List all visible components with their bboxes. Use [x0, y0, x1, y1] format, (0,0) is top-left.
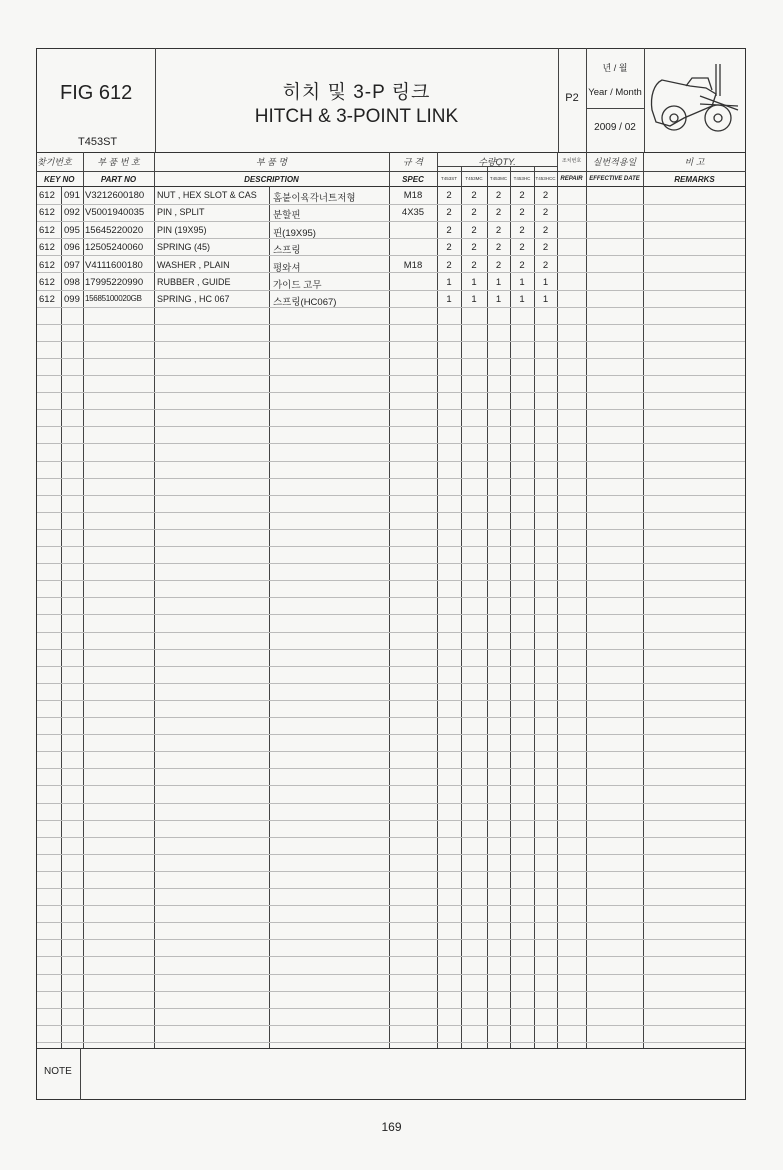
row-qty: 2	[495, 242, 502, 253]
row-qty: 1	[519, 277, 525, 288]
ruled-line	[37, 443, 745, 444]
row-qty: 1	[446, 294, 452, 305]
row-fig: 612	[39, 260, 55, 271]
ruled-line	[37, 649, 745, 650]
row-qty: 2	[446, 207, 452, 218]
ruled-line	[37, 683, 745, 684]
ruled-line	[37, 426, 745, 427]
qty-model-5: T453HCC	[535, 176, 556, 181]
ruled-line	[37, 1025, 745, 1026]
ruled-line	[37, 597, 745, 598]
row-qty: 1	[471, 294, 477, 305]
col-remarks-en: REMARKS	[674, 175, 715, 184]
revision-date: 2009 / 02	[594, 122, 636, 133]
row-part-no: 15685100020GB	[85, 294, 142, 303]
ruled-line	[37, 974, 745, 975]
ruled-line	[37, 614, 745, 615]
qty-model-3: T453MC	[489, 176, 508, 181]
row-qty: 2	[542, 207, 549, 218]
ruled-line	[37, 409, 745, 410]
col-descko-line	[389, 152, 390, 1048]
row-key-no: 095	[64, 225, 80, 236]
col-desc-line	[269, 186, 270, 1048]
col-qty-line	[557, 152, 558, 1048]
col-remarks-ko: 비 고	[684, 157, 705, 167]
row-key-no: 091	[64, 190, 80, 201]
row-qty: 2	[542, 190, 549, 201]
qty-model-4: T453HC	[513, 176, 531, 181]
ruled-line	[37, 905, 745, 906]
row-qty: 1	[446, 277, 452, 288]
row-spec: 4X35	[401, 207, 425, 218]
col-repair-en: REPAIR	[560, 176, 583, 182]
row-part-no: 12505240060	[85, 242, 144, 253]
colhead-mid-line	[36, 171, 746, 172]
row-description-ko: 핀(19X95)	[273, 228, 316, 239]
ruled-line	[37, 272, 745, 273]
ruled-line	[37, 751, 745, 752]
note-top-line	[36, 1048, 746, 1049]
ruled-line	[37, 1042, 745, 1043]
ruled-line	[37, 546, 745, 547]
row-part-no: V4111600180	[85, 260, 143, 271]
row-qty: 2	[519, 242, 525, 253]
ruled-line	[37, 580, 745, 581]
row-qty: 2	[446, 225, 452, 236]
ruled-line	[37, 803, 745, 804]
row-qty: 2	[471, 207, 477, 218]
page-number: 169	[381, 1120, 402, 1134]
year-month-en: Year / Month	[588, 87, 642, 98]
ruled-line	[37, 666, 745, 667]
ruled-line	[37, 375, 745, 376]
row-description: SPRING , HC 067	[157, 294, 230, 304]
row-fig: 612	[39, 294, 55, 305]
col-part-ko: 부 품 번 호	[97, 157, 140, 167]
row-qty: 2	[471, 225, 477, 236]
row-qty: 2	[519, 190, 525, 201]
ruled-line	[37, 837, 745, 838]
note-label: NOTE	[44, 1066, 72, 1077]
row-description-ko: 평와셔	[273, 263, 301, 274]
row-qty: 2	[495, 225, 502, 236]
title-english: HITCH & 3-POINT LINK	[254, 106, 459, 127]
col-spec-en: SPEC	[402, 175, 424, 184]
colhead-bottom-line	[36, 186, 746, 187]
ruled-line	[37, 854, 745, 855]
row-qty: 1	[495, 277, 502, 288]
ruled-line	[37, 768, 745, 769]
ruled-line	[37, 512, 745, 513]
page-code: P2	[565, 92, 579, 104]
row-qty: 2	[542, 260, 549, 271]
row-qty: 2	[542, 225, 549, 236]
title-korean: 히치 및 3-P 링크	[282, 82, 431, 103]
ruled-line	[37, 495, 745, 496]
ruled-line	[37, 478, 745, 479]
ruled-line	[37, 563, 745, 564]
model-code: T453ST	[78, 136, 118, 148]
ruled-line	[37, 632, 745, 633]
row-qty: 2	[495, 207, 502, 218]
row-qty: 2	[471, 260, 477, 271]
note-divider	[80, 1048, 81, 1100]
col-part-en: PART NO	[100, 175, 137, 184]
row-fig: 612	[39, 277, 55, 288]
row-qty: 2	[446, 190, 452, 201]
row-qty: 1	[519, 294, 525, 305]
tractor-illustration	[646, 56, 744, 146]
row-description-ko: 가이드 고무	[273, 280, 322, 291]
row-fig: 612	[39, 242, 55, 253]
ruled-line	[37, 785, 745, 786]
col-repair-ko: 조치번호	[561, 158, 582, 164]
ruled-line	[37, 939, 745, 940]
row-part-no: V3212600180	[85, 190, 145, 201]
row-qty: 2	[519, 225, 525, 236]
row-description-ko: 스프링(HC067)	[273, 297, 337, 308]
date-divider	[586, 108, 644, 109]
col-desc-ko: 부 품 명	[255, 157, 288, 167]
ruled-line	[37, 324, 745, 325]
ruled-line	[37, 255, 745, 256]
col-key-line	[83, 152, 84, 1048]
ruled-line	[37, 888, 745, 889]
row-description-ko: 홈붙이육각너트저형	[273, 193, 356, 204]
ruled-line	[37, 956, 745, 957]
row-qty: 1	[542, 277, 549, 288]
col-desc-en: DESCRIPTION	[244, 175, 299, 184]
row-key-no: 098	[64, 277, 80, 288]
row-spec: M18	[403, 190, 423, 201]
ruled-line	[37, 1008, 745, 1009]
row-key-no: 097	[64, 260, 80, 271]
row-key-no: 092	[64, 207, 80, 218]
col-repair-line	[586, 152, 587, 1048]
row-qty: 2	[446, 260, 452, 271]
ruled-line	[37, 221, 745, 222]
row-fig: 612	[39, 207, 55, 218]
qty-model-1: T453ST	[440, 176, 457, 181]
ruled-line	[37, 204, 745, 205]
col-eff-ko: 실번적용일	[592, 157, 637, 167]
row-fig: 612	[39, 225, 55, 236]
date-right-divider	[644, 48, 645, 152]
row-qty: 2	[542, 242, 549, 253]
qty-model-2: T453MC	[465, 176, 483, 181]
row-description: PIN (19X95)	[157, 225, 207, 235]
row-part-no: 17995220990	[85, 277, 144, 288]
row-qty: 1	[495, 294, 502, 305]
row-fig: 612	[39, 190, 55, 201]
row-qty: 2	[519, 260, 525, 271]
row-spec: M18	[403, 260, 423, 271]
ruled-line	[37, 238, 745, 239]
row-qty: 2	[519, 207, 525, 218]
ruled-line	[37, 922, 745, 923]
col-qty-ko: 수량QTY.	[478, 157, 516, 167]
ruled-line	[37, 871, 745, 872]
row-qty: 2	[495, 260, 502, 271]
row-qty: 2	[446, 242, 452, 253]
row-key-no: 096	[64, 242, 80, 253]
ruled-line	[37, 307, 745, 308]
ruled-line	[37, 341, 745, 342]
row-description: WASHER , PLAIN	[157, 260, 230, 270]
row-part-no: 15645220020	[85, 225, 144, 236]
col-eff-line	[643, 152, 644, 1048]
row-description: RUBBER , GUIDE	[157, 277, 231, 287]
row-description: SPRING (45)	[157, 242, 211, 252]
ruled-line	[37, 991, 745, 992]
row-description: NUT , HEX SLOT & CAS	[157, 190, 257, 200]
ruled-line	[37, 529, 745, 530]
col-fig-line	[61, 186, 62, 1048]
col-key-en: KEY NO	[44, 175, 75, 184]
ruled-line	[37, 358, 745, 359]
row-qty: 1	[471, 277, 477, 288]
row-qty: 1	[542, 294, 549, 305]
row-part-no: V5001940035	[85, 207, 145, 218]
row-description-ko: 분할핀	[273, 210, 301, 221]
col-spec-ko: 규 격	[403, 157, 423, 167]
ruled-line	[37, 734, 745, 735]
col-eff-en: EFFECTIVE DATE	[589, 176, 640, 182]
ruled-line	[37, 290, 745, 291]
ruled-line	[37, 717, 745, 718]
fig-number: FIG 612	[60, 82, 133, 104]
row-description-ko: 스프링	[273, 245, 301, 256]
ruled-line	[37, 700, 745, 701]
row-qty: 2	[471, 242, 477, 253]
col-key-ko: 찾기번호	[37, 157, 72, 167]
page-frame	[36, 48, 746, 1100]
ruled-line	[37, 820, 745, 821]
row-key-no: 099	[64, 294, 80, 305]
ruled-line	[37, 392, 745, 393]
ruled-line	[37, 461, 745, 462]
year-month-ko: 년 / 월	[602, 63, 628, 73]
row-description: PIN , SPLIT	[157, 207, 205, 217]
header-bottom-line	[36, 152, 746, 153]
col-part-line	[154, 152, 155, 1048]
row-qty: 2	[495, 190, 502, 201]
row-qty: 2	[471, 190, 477, 201]
